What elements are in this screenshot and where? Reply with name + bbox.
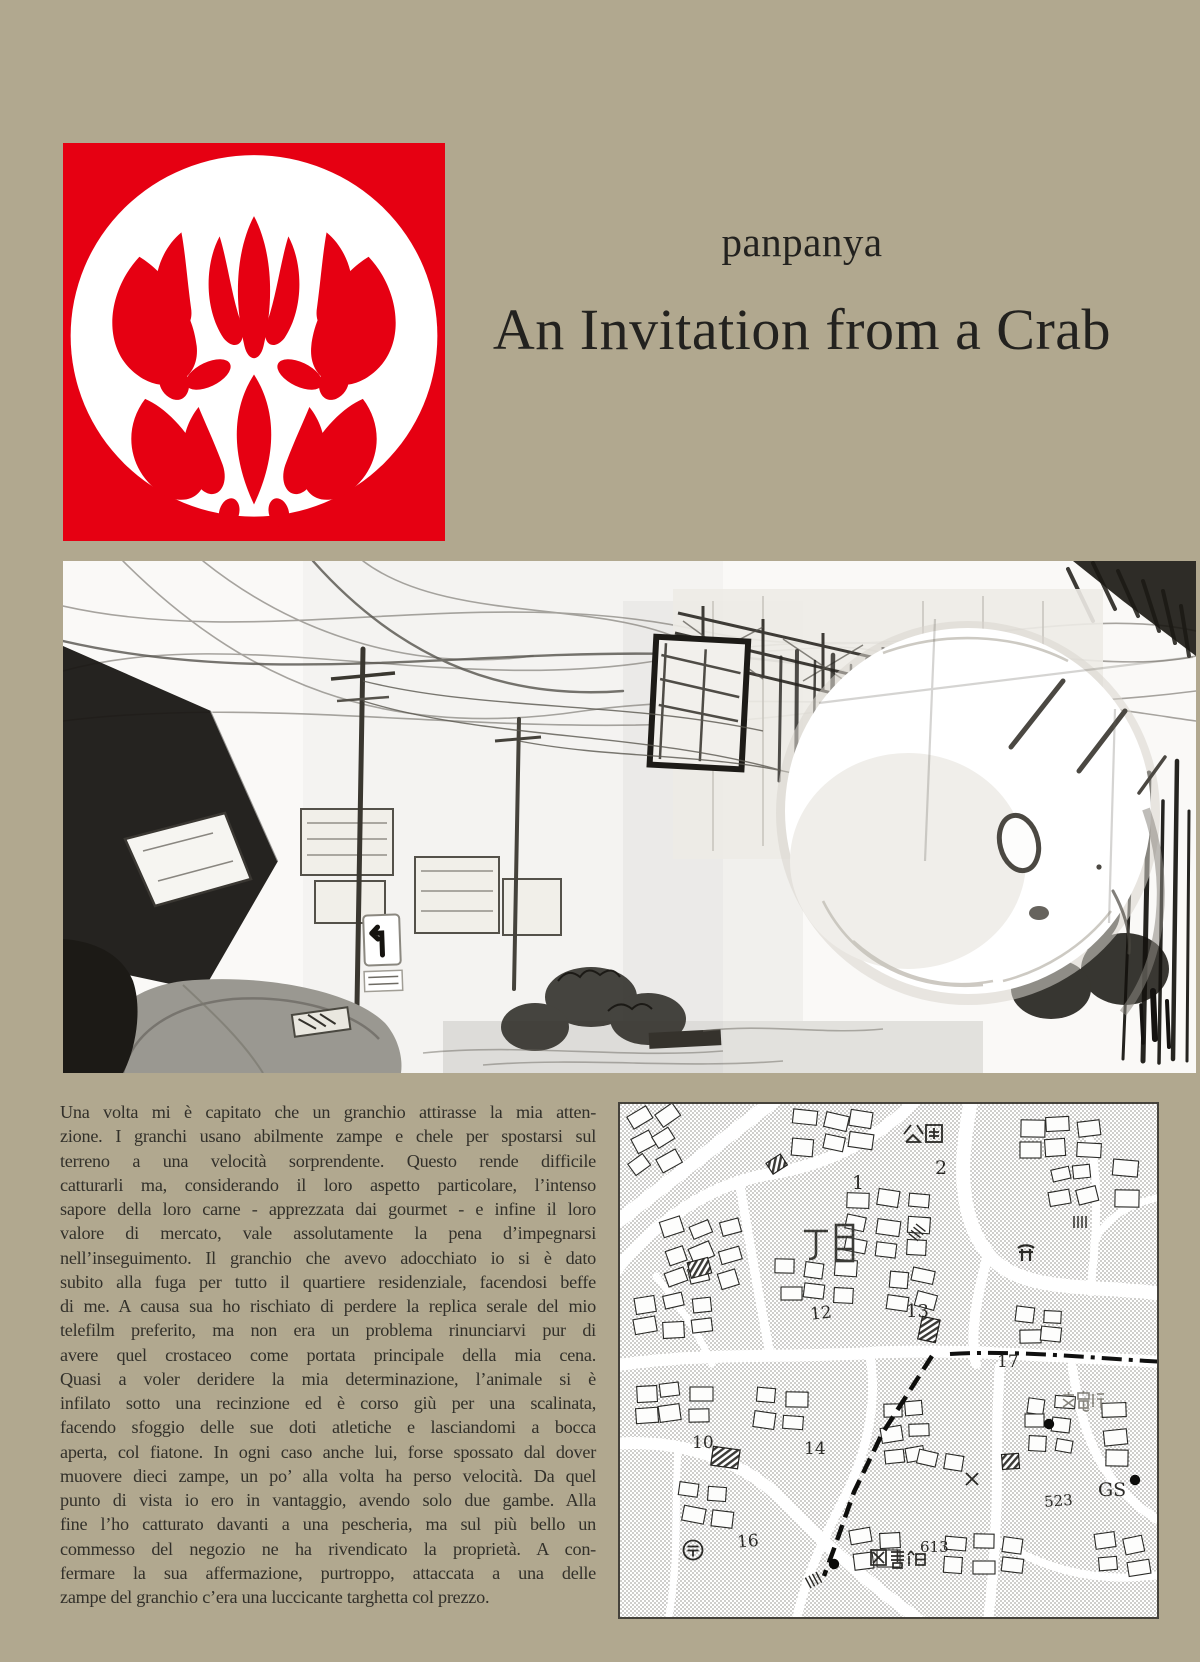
map-building <box>775 1259 794 1273</box>
map-building <box>1106 1450 1128 1466</box>
map-building <box>691 1318 712 1333</box>
map-building <box>884 1449 904 1464</box>
substation-dot <box>1044 1419 1054 1429</box>
map-building <box>1001 1557 1024 1573</box>
japanese-street-map <box>620 1104 1157 1617</box>
map-building <box>944 1454 964 1472</box>
synopsis-line: zione. I granchi usano abilmente zampe e chele per spostarsi sul <box>60 1126 596 1147</box>
map-building <box>1123 1535 1145 1555</box>
book-title: An Invitation from a Crab <box>492 297 1112 362</box>
map-building <box>756 1387 775 1403</box>
synopsis-paragraph <box>60 1100 596 1609</box>
map-building <box>943 1556 962 1573</box>
map-label: 13 <box>906 1301 929 1322</box>
map-building <box>690 1387 713 1401</box>
map-building <box>849 1109 873 1128</box>
map-building <box>1098 1556 1117 1571</box>
map-building <box>834 1287 854 1303</box>
map-label: 14 <box>804 1439 826 1459</box>
map-building <box>1029 1436 1047 1452</box>
map-building <box>1040 1326 1061 1342</box>
synopsis-line: facendo sfoggio delle sue doti atletiche e lasciandomi a bocca <box>60 1417 596 1438</box>
map-label: 16 <box>736 1530 760 1553</box>
map-building <box>636 1407 659 1423</box>
synopsis-line: di me. A causa sua ho rischiato di perdere la replica serale del mio <box>60 1296 596 1316</box>
map-building <box>1077 1142 1102 1157</box>
map-building <box>875 1242 897 1258</box>
map-building <box>786 1392 808 1407</box>
map-building <box>1112 1159 1138 1177</box>
map-building <box>889 1271 908 1289</box>
map-building <box>678 1482 699 1498</box>
map-building <box>849 1527 872 1544</box>
map-building <box>781 1287 802 1300</box>
synopsis-line: fermare la sua affermazione, purtroppo, attaccata a una delle <box>60 1562 596 1583</box>
map-building <box>880 1533 901 1549</box>
map-building <box>1102 1403 1126 1418</box>
map-building <box>1055 1439 1073 1454</box>
map-label: 613 <box>920 1538 949 1556</box>
synopsis-line: avere quel crostaceo come portata principale della mia cena. <box>60 1344 596 1365</box>
gs-dot <box>1130 1475 1140 1485</box>
map-building <box>711 1510 734 1528</box>
synopsis-line: commesso del negozio ne ha rivendicato la proprietà. A con- <box>60 1538 596 1559</box>
map-building <box>1127 1559 1151 1576</box>
city-map <box>618 1102 1159 1619</box>
map-building <box>659 1382 679 1397</box>
map-building <box>791 1138 813 1157</box>
map-building <box>907 1239 927 1255</box>
map-building <box>753 1411 776 1430</box>
map-building <box>783 1415 804 1429</box>
cover-illustration <box>63 561 1196 1073</box>
map-building <box>1020 1142 1041 1158</box>
synopsis-line: infilato sotto una recinzione ed è corso giù per una scalinata, <box>60 1393 596 1413</box>
title-block <box>445 0 1159 541</box>
map-label: 17 <box>997 1352 1019 1372</box>
author-name: panpanya <box>721 219 883 265</box>
publisher-crab-emblem <box>63 143 445 541</box>
map-building <box>1077 1120 1101 1138</box>
map-building <box>1015 1306 1035 1323</box>
map-building <box>1072 1164 1090 1179</box>
map-building <box>1094 1532 1116 1550</box>
map-label: 12 <box>809 1302 833 1325</box>
map-building <box>692 1297 711 1313</box>
map-building <box>1045 1138 1066 1156</box>
map-building <box>1020 1330 1041 1343</box>
map-building <box>974 1534 994 1548</box>
map-building <box>689 1409 709 1422</box>
map-label: 1 <box>852 1172 865 1194</box>
map-label: 10 <box>692 1433 714 1453</box>
map-building <box>1025 1414 1044 1427</box>
map-building <box>663 1321 685 1338</box>
synopsis-line: fine l’ho catturato davanti a una pescheria, ma sul più bello un <box>60 1514 596 1535</box>
map-building <box>904 1400 922 1415</box>
map-building <box>637 1386 658 1403</box>
map-building <box>877 1188 900 1207</box>
synopsis-line: subito alla fuga per tutto il quartiere residenziale, facendosi beffe <box>60 1271 596 1292</box>
map-building <box>804 1262 824 1279</box>
map-building <box>1103 1429 1127 1446</box>
map-building <box>876 1219 901 1237</box>
crab-ornament-icon <box>63 143 445 541</box>
synopsis-line: sapore della loro carne - apprezzata dai gourmet - e infine il loro <box>60 1199 596 1219</box>
map-building <box>633 1316 657 1335</box>
synopsis-line: valore di mercato, vale assolutamente la pena d’impegnarsi <box>60 1223 596 1244</box>
synopsis-line: telefilm preferito, ma non era un problema rinunciarvi pur di <box>60 1320 596 1341</box>
map-building <box>1115 1190 1139 1207</box>
map-building <box>1044 1311 1062 1324</box>
synopsis-line: aperta, col fiatone. In ogni caso anche lui, forse spossato dal dover <box>60 1441 596 1462</box>
map-building <box>1002 1537 1023 1554</box>
map-building <box>803 1283 825 1299</box>
map-building <box>1048 1189 1071 1206</box>
synopsis-line: punto di vista io ero in vantaggio, avendo solo due gambe. Alla <box>60 1490 596 1510</box>
map-building <box>1046 1116 1070 1131</box>
synopsis-line: Una volta mi è capitato che un granchio attirasse la mia atten- <box>60 1102 596 1122</box>
gas-station-label: GS <box>1098 1479 1127 1501</box>
map-building <box>847 1193 870 1209</box>
synopsis-line: nell’inseguimento. Il granchio che avevo adocchiato io si è dato <box>60 1247 596 1268</box>
synopsis-line: muovere dieci zampe, un po’ alla volta ha perso velocità. Da quel <box>60 1465 596 1486</box>
library-dot <box>829 1559 839 1569</box>
map-building <box>1027 1398 1045 1415</box>
map-building <box>973 1561 995 1574</box>
synopsis-line: terreno a una velocità sorprendente. Questo rende difficile <box>60 1150 596 1171</box>
synopsis-line: Quasi a voler deridere la mia determinazione, l’animale si è <box>60 1368 596 1389</box>
map-building <box>708 1486 727 1501</box>
map-building <box>634 1296 656 1315</box>
map-label: 523 <box>1043 1490 1074 1511</box>
map-label: 2 <box>935 1157 948 1179</box>
synopsis-line: zampe del granchio c’era una luccicante targhetta col prezzo. <box>60 1587 490 1607</box>
map-building <box>909 1424 929 1437</box>
street-sketch-art <box>63 561 1196 1073</box>
synopsis-line: catturarli ma, considerando il loro aspetto particolare, l’intenso <box>60 1174 596 1195</box>
map-building <box>658 1404 681 1423</box>
map-building <box>792 1109 817 1125</box>
map-building <box>848 1132 874 1150</box>
map-building <box>1021 1120 1045 1137</box>
map-building <box>909 1193 930 1208</box>
